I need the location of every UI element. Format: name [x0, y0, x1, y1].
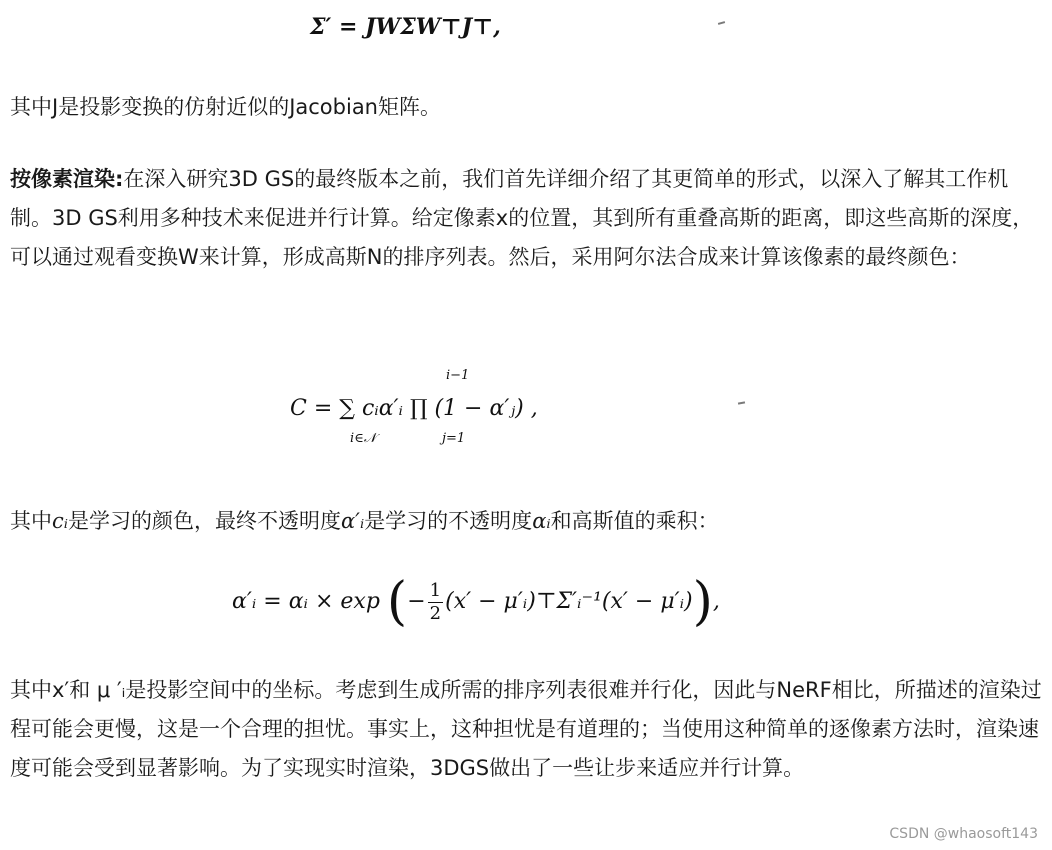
paragraph-jacobian: 其中J是投影变换的仿射近似的Jacobian矩阵。: [10, 95, 441, 119]
fraction-denominator: 2: [429, 602, 442, 624]
fraction: [428, 580, 443, 625]
formula-projected-covariance: Σ′ = JWΣW⊤J⊤,: [310, 14, 501, 40]
text-segment: 是学习的颜色，最终不透明度: [68, 509, 341, 533]
formula-final-opacity: [232, 572, 720, 632]
right-paren: ): [692, 572, 713, 632]
formula-main: C = ∑ cᵢα′ᵢ ∏ (1 − α′ⱼ) ,: [290, 396, 538, 421]
text-segment: 和高斯值的乘积：: [550, 509, 719, 533]
math-color: cᵢ: [52, 509, 68, 533]
paragraph-pixel-rendering: [10, 160, 1045, 277]
watermark: CSDN @whaosoft143: [889, 826, 1038, 842]
fraction-numerator: 1: [429, 579, 442, 601]
formula-minus: −: [407, 589, 426, 614]
math-opacity: αᵢ: [532, 509, 551, 533]
math-final-opacity: α′ᵢ: [341, 509, 365, 533]
stray-mark: [738, 401, 745, 404]
section-heading: 按像素渲染:: [10, 167, 124, 191]
left-paren: (: [386, 572, 408, 632]
text-segment: 其中: [10, 509, 52, 533]
formula-alpha-compositing: [290, 368, 610, 456]
product-subscript: j=1: [442, 431, 466, 446]
sum-subscript: i∈𝒩: [350, 431, 377, 446]
paragraph-text: 在深入研究3D GS的最终版本之前，我们首先详细介绍了其更简单的形式，以深入了解其工作机制。3D GS利用多种技术来促进并行计算。给定像素x的位置，其到所有重叠高斯的距离，即这些高斯的深度，可以通过观看变换W来计算，形成高斯N的排序列表。然后，采用阿尔法合成来计算该像素的最终颜色：: [10, 167, 1034, 269]
paragraph-color-opacity: [10, 502, 1045, 541]
product-superscript: i−1: [446, 368, 470, 383]
stray-mark: [718, 21, 725, 25]
paragraph-sorting: 其中x′和 μ ′ᵢ是投影空间中的坐标。考虑到生成所需的排序列表很难并行化，因此与NeRF相比，所描述的渲染过程可能会更慢，这是一个合理的担忧。事实上，这种担忧是有道理的；当使用这种简单的逐像素方法时，渲染速度可能会受到显著影响。为了实现实时渲染，3DGS做出了一些让步来适应并行计算。: [10, 678, 1042, 780]
text-segment: 是学习的不透明度: [364, 509, 533, 533]
formula-tail: ,: [712, 589, 720, 614]
formula-left: α′ᵢ = αᵢ × exp: [232, 589, 380, 614]
formula-body: (x′ − μ′ᵢ)⊤Σ′ᵢ⁻¹(x′ − μ′ᵢ): [445, 589, 693, 614]
